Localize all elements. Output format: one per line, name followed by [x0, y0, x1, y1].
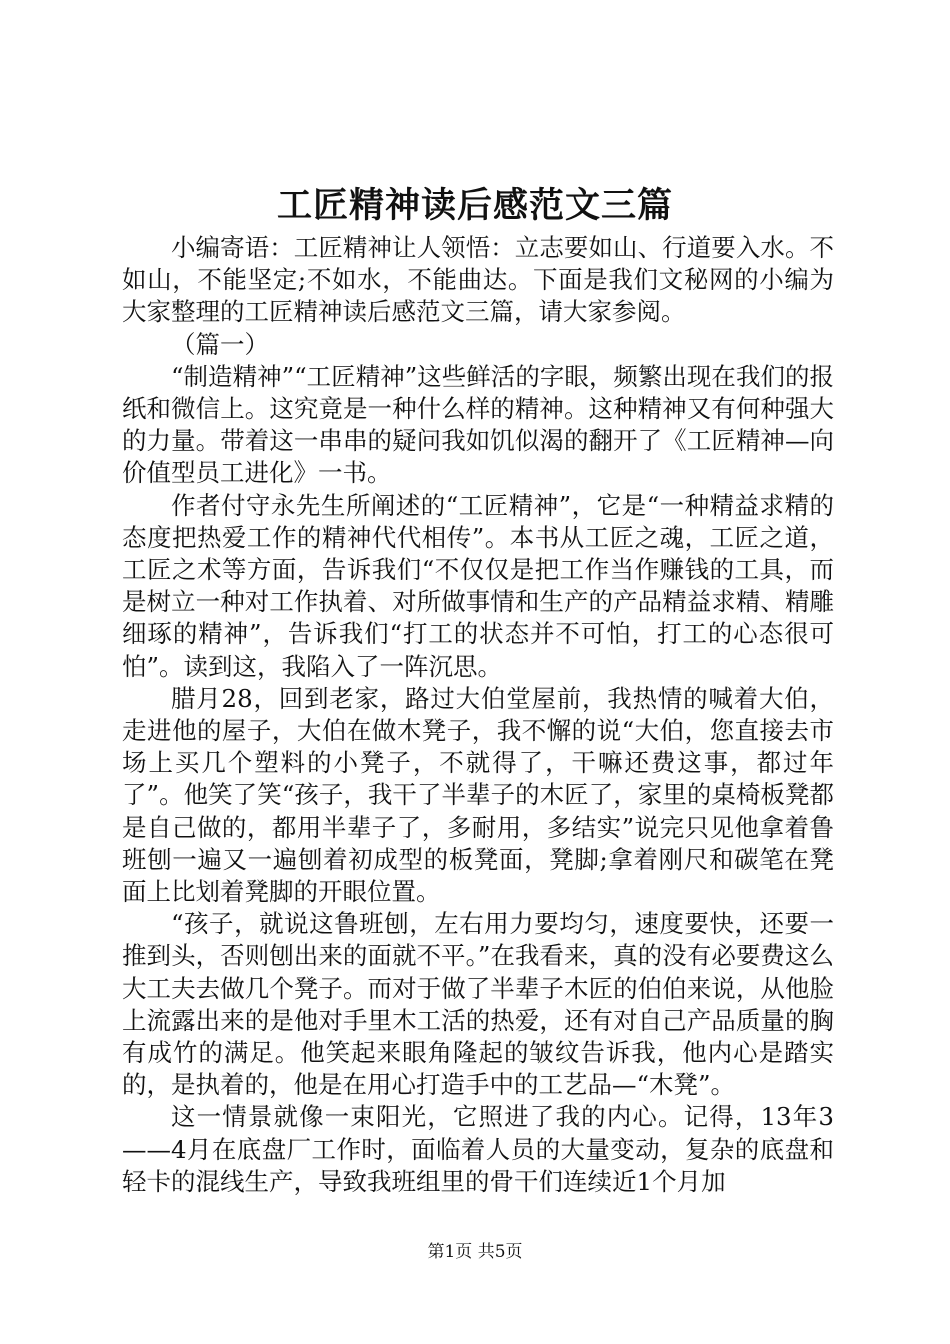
page-number-footer: 第1页 共5页	[427, 1242, 523, 1262]
paragraph-intro: 小编寄语：工匠精神让人领悟：立志要如山、行道要入水。不如山，不能坚定;不如水，不能曲达。下面是我们文秘网的小编为大家整理的工匠精神读后感范文三篇，请大家参阅。	[122, 233, 834, 327]
document-body	[122, 232, 834, 1198]
document-title: 工匠精神读后感范文三篇	[276, 185, 673, 226]
paragraph: 作者付守永先生所阐述的“工匠精神”，它是“一种精益求精的态度把热爱工作的精神代代相传”。本书从工匠之魂，工匠之道，工匠之术等方面，告诉我们“不仅仅是把工作当作赚钱的工具，而是树立一种对工作执着、对所做事情和生产的产品精益求精、精雕细琢的精神”，告诉我们“打工的状态并不可怕，打工的心态很可怕”。读到这，我陷入了一阵沉思。	[122, 490, 834, 681]
paragraph: “孩子，就说这鲁班刨，左右用力要均匀，速度要快，还要一推到头，否则刨出来的面就不平。”在我看来，真的没有必要费这么大工夫去做几个凳子。而对于做了半辈子木匠的伯伯来说，从他脸上流露出来的是他对手里木工活的热爱，还有对自己产品质量的胸有成竹的满足。他笑起来眼角隆起的皱纹告诉我，他内心是踏实的，是执着的，他是在用心打造手中的工艺品—“木凳”。	[122, 909, 834, 1100]
paragraph: 这一情景就像一束阳光，它照进了我的内心。记得，13年3——4月在底盘厂工作时，面临着人员的大量变动，复杂的底盘和轻卡的混线生产，导致我班组里的骨干们连续近1个月加	[122, 1102, 834, 1196]
paragraph: 腊月28，回到老家，路过大伯堂屋前，我热情的喊着大伯，走进他的屋子，大伯在做木凳子，我不懈的说“大伯，您直接去市场上买几个塑料的小凳子，不就得了，干嘛还费这事，都过年了”。他笑了笑“孩子，我干了半辈子的木匠了，家里的桌椅板凳都是自己做的，都用半辈子了，多耐用，多结实”说完只见他拿着鲁班刨一遍又一遍刨着初成型的板凳面，凳脚;拿着刚尺和碳笔在凳面上比划着凳脚的开眼位置。	[122, 683, 834, 907]
paragraph: “制造精神”“工匠精神”这些鲜活的字眼，频繁出现在我们的报纸和微信上。这究竟是一种什么样的精神。这种精神又有何种强大的力量。带着这一串串的疑问我如饥似渴的翻开了《工匠精神—向价值型员工进化》一书。	[122, 361, 834, 488]
paragraph-section-heading: （篇一）	[171, 329, 269, 359]
